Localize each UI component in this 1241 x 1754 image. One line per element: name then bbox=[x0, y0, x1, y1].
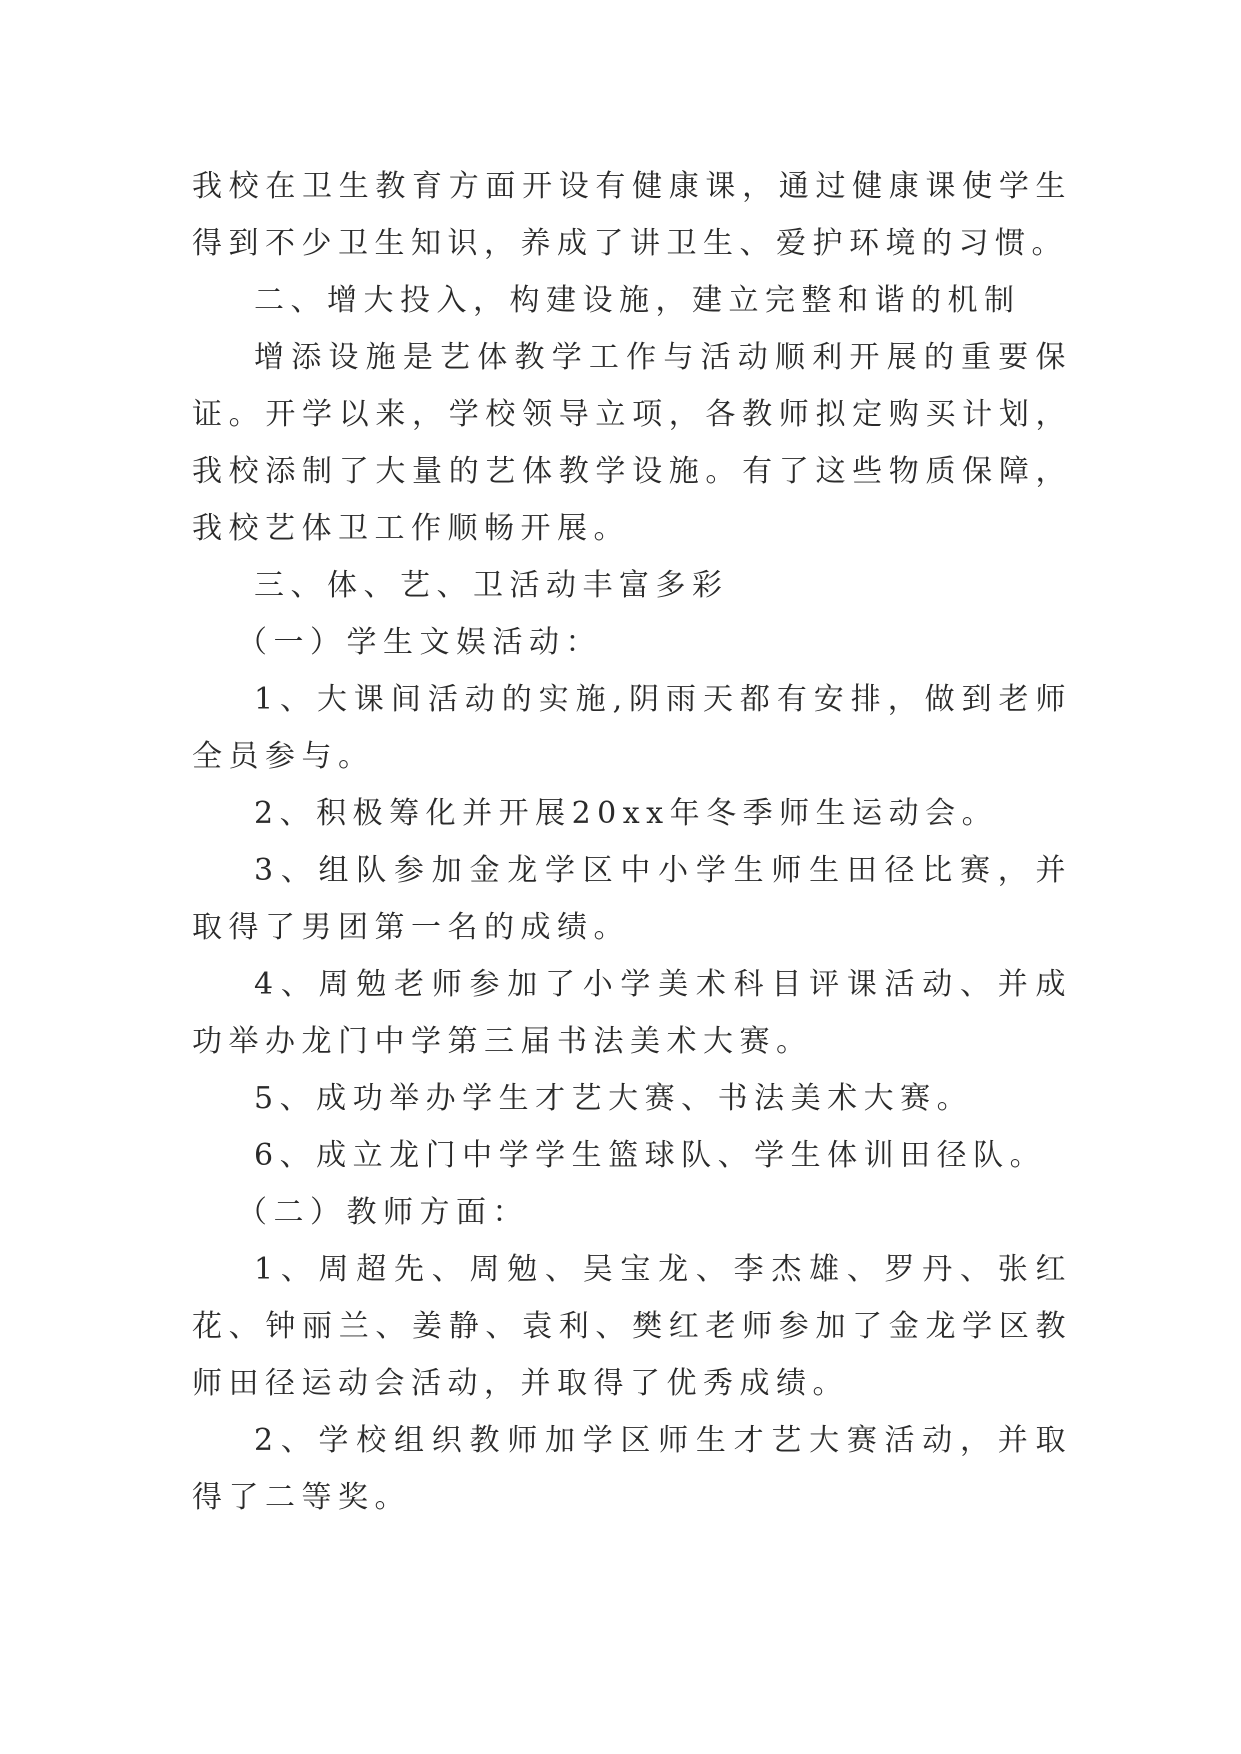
list-item-student-4: 4、周勉老师参加了小学美术科目评课活动、并成功举办龙门中学第三届书法美术大赛。 bbox=[192, 967, 1072, 1059]
list-item-student-5: 5、成功举办学生才艺大赛、书法美术大赛。 bbox=[254, 1081, 974, 1116]
subsection-heading-teachers: （二）教师方面： bbox=[237, 1195, 529, 1230]
section-heading-activities: 三、体、艺、卫活动丰富多彩 bbox=[254, 568, 729, 603]
list-item-student-1: 1、大课间活动的实施,阴雨天都有安排，做到老师全员参与。 bbox=[192, 682, 1072, 774]
paragraph-health-education: 我校在卫生教育方面开设有健康课，通过健康课使学生得到不少卫生知识，养成了讲卫生、爱护环境的习惯。 bbox=[192, 169, 1072, 261]
list-item-student-2: 2、积极筹化并开展20xx年冬季师生运动会。 bbox=[254, 796, 999, 831]
paragraph-facilities: 增添设施是艺体教学工作与活动顺利开展的重要保证。开学以来，学校领导立项，各教师拟定购买计划，我校添制了大量的艺体教学设施。有了这些物质保障，我校艺体卫工作顺畅开展。 bbox=[192, 340, 1072, 546]
list-item-teacher-2: 2、学校组织教师加学区师生才艺大赛活动，并取得了二等奖。 bbox=[192, 1423, 1072, 1515]
list-item-student-6: 6、成立龙门中学学生篮球队、学生体训田径队。 bbox=[254, 1138, 1047, 1173]
list-item-teacher-1: 1、周超先、周勉、吴宝龙、李杰雄、罗丹、张红花、钟丽兰、姜静、袁利、樊红老师参加了金龙学区教师田径运动会活动，并取得了优秀成绩。 bbox=[192, 1252, 1072, 1401]
document-body bbox=[192, 158, 1072, 1526]
subsection-heading-students: （一）学生文娱活动： bbox=[237, 625, 602, 660]
list-item-student-3: 3、组队参加金龙学区中小学生师生田径比赛，并取得了男团第一名的成绩。 bbox=[192, 853, 1072, 945]
section-heading-investment: 二、增大投入，构建设施，建立完整和谐的机制 bbox=[254, 283, 1021, 318]
